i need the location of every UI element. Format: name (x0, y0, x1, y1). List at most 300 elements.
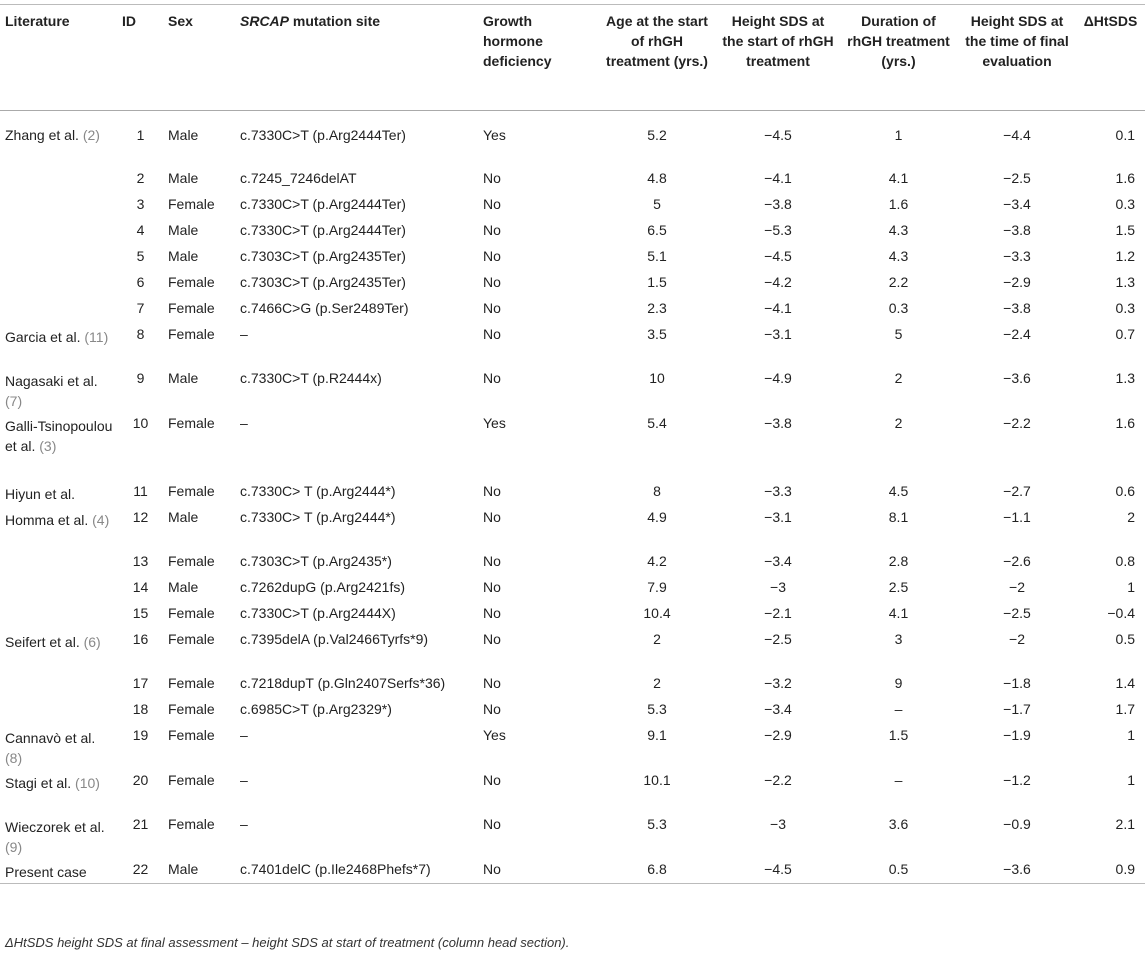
cell-ghd-text: No (483, 273, 501, 290)
cell-duration-text: 2.5 (888, 578, 909, 595)
cell-height-final-text: −2.5 (1003, 604, 1031, 621)
cell-age (596, 271, 717, 297)
cell-duration (838, 813, 958, 858)
cell-ghd-text: No (483, 552, 501, 569)
cell-duration-text: 5 (894, 325, 903, 342)
cell-delta (1075, 297, 1145, 323)
cell-sex-text: Female (168, 273, 215, 290)
cell-ghd (478, 576, 596, 602)
cell-delta-text: 0.3 (1115, 195, 1135, 212)
table-body (0, 111, 1145, 884)
cell-duration (838, 412, 958, 480)
cell-ghd-text: No (483, 482, 501, 499)
cell-height-start (717, 769, 838, 813)
cell-duration-text: 9 (894, 674, 903, 691)
cell-sex-text: Female (168, 815, 215, 832)
cell-age (596, 167, 717, 193)
cell-height-final-text: −0.9 (1003, 815, 1031, 832)
cell-height-final-text: −3.6 (1003, 860, 1031, 877)
cell-duration-text: 0.3 (888, 299, 909, 316)
cell-age-text: 1.5 (647, 273, 667, 290)
cell-mutation (235, 271, 478, 297)
cell-delta-text: 1.6 (1115, 414, 1135, 431)
cell-id (117, 323, 163, 367)
cell-height-start (717, 724, 838, 769)
cell-mutation (235, 412, 478, 480)
cell-height-start-text: −3.1 (764, 325, 792, 342)
cell-mutation-text: c.7466C>G (p.Ser2489Ter) (240, 299, 409, 316)
table-row (0, 219, 1145, 245)
cell-height-final-text: −2.7 (1003, 482, 1031, 499)
cell-mutation (235, 193, 478, 219)
cell-id (117, 602, 163, 628)
cell-mutation-text: c.7262dupG (p.Arg2421fs) (240, 578, 405, 595)
cell-height-final (958, 297, 1075, 323)
cell-age (596, 813, 717, 858)
cell-sex (163, 412, 235, 480)
cell-height-final (958, 245, 1075, 271)
cell-duration (838, 602, 958, 628)
cell-mutation (235, 480, 478, 506)
cell-delta-text: 0.9 (1115, 860, 1135, 877)
cell-height-final-text: −3.6 (1003, 369, 1031, 386)
cell-mutation (235, 111, 478, 167)
cell-id (117, 111, 163, 167)
cell-ghd (478, 698, 596, 724)
cell-age-text: 5.3 (647, 700, 667, 717)
cell-literature (0, 602, 117, 628)
table-footnote: ΔHtSDS height SDS at final assessment – height SDS at start of treatment (column head section). (5, 935, 570, 950)
cell-height-start-text: −4.5 (764, 127, 792, 143)
table-row (0, 576, 1145, 602)
cell-duration-text: 2.8 (888, 552, 909, 569)
cell-literature-text: Hiyun et al. (5, 485, 76, 502)
cell-height-final (958, 323, 1075, 367)
cell-height-final (958, 813, 1075, 858)
reference-link[interactable]: (11) (84, 328, 109, 345)
cell-delta (1075, 367, 1145, 412)
cell-sex (163, 111, 235, 167)
cell-id (117, 858, 163, 884)
cell-delta-text: 1.7 (1115, 700, 1135, 717)
cell-height-final-text: −1.8 (1003, 674, 1031, 691)
cell-height-start-text: −4.1 (764, 299, 792, 316)
table-row (0, 769, 1145, 813)
cell-id-text: 16 (132, 630, 149, 647)
cell-sex (163, 193, 235, 219)
cell-literature-text: Cannavò et al. (5, 729, 96, 746)
cell-mutation (235, 367, 478, 412)
cell-id-text: 10 (132, 414, 149, 431)
table-row (0, 550, 1145, 576)
cell-duration (838, 628, 958, 672)
cell-id (117, 506, 163, 550)
cell-sex (163, 506, 235, 550)
cell-age (596, 193, 717, 219)
cell-duration-text: 4.1 (888, 169, 909, 186)
cell-height-final-text: −1.2 (1003, 771, 1031, 788)
cell-duration-text: 4.1 (888, 604, 909, 621)
header-height-start: Height SDS at the start of rhGH treatment (722, 13, 834, 69)
header-ghd: Growth hormone deficiency (483, 13, 552, 69)
cell-height-final-text: −3.3 (1003, 247, 1031, 264)
cell-sex-text: Female (168, 674, 215, 691)
reference-link[interactable]: (10) (75, 774, 100, 791)
cell-id (117, 193, 163, 219)
cell-sex (163, 367, 235, 412)
cell-height-final (958, 412, 1075, 480)
cell-ghd-text: No (483, 369, 501, 386)
cell-id-text: 19 (132, 726, 149, 743)
cell-literature (0, 576, 117, 602)
cell-ghd-text: No (483, 860, 501, 877)
cell-age-text: 4.2 (647, 552, 667, 569)
cell-age (596, 412, 717, 480)
cell-sex (163, 858, 235, 884)
cell-height-start-text: −2.2 (764, 771, 792, 788)
cell-mutation-text: c.7330C>T (p.Arg2444Ter) (240, 127, 406, 143)
cell-height-final-text: −2.9 (1003, 273, 1031, 290)
cell-id-text: 1 (136, 127, 145, 143)
table-row (0, 672, 1145, 698)
cell-ghd (478, 813, 596, 858)
cell-age-text: 5.2 (647, 127, 667, 143)
cell-height-final-text: −1.7 (1003, 700, 1031, 717)
cell-ghd-text: No (483, 195, 501, 212)
cell-height-start (717, 193, 838, 219)
cell-mutation-text: c.7303C>T (p.Arg2435*) (240, 552, 392, 569)
cell-ghd (478, 193, 596, 219)
cell-literature (0, 724, 117, 769)
cell-literature (0, 858, 117, 884)
cell-id (117, 698, 163, 724)
table-row (0, 297, 1145, 323)
cell-mutation-text: c.7330C>T (p.Arg2444X) (240, 604, 396, 621)
cell-duration-text: 8.1 (888, 508, 909, 525)
cell-mutation (235, 858, 478, 884)
cell-mutation-text: c.7303C>T (p.Arg2435Ter) (240, 273, 406, 290)
cell-mutation (235, 698, 478, 724)
cell-duration-text: 4.3 (888, 221, 909, 238)
reference-link[interactable]: (3) (39, 437, 57, 454)
cell-sex (163, 297, 235, 323)
cell-ghd (478, 111, 596, 167)
cell-id-text: 21 (132, 815, 149, 832)
cell-literature (0, 111, 117, 167)
table-row (0, 480, 1145, 506)
cell-sex (163, 323, 235, 367)
table-row (0, 602, 1145, 628)
cell-height-final (958, 769, 1075, 813)
cell-sex-text: Female (168, 700, 215, 717)
cell-sex (163, 167, 235, 193)
rhgh-treatment-table (0, 4, 1145, 884)
cell-age (596, 111, 717, 167)
cell-height-start-text: −3.4 (764, 700, 792, 717)
header-delta: ΔHtSDS (1083, 13, 1138, 29)
cell-ghd-text: No (483, 700, 501, 717)
cell-height-final (958, 672, 1075, 698)
cell-height-final (958, 193, 1075, 219)
cell-height-final-text: −2 (1009, 630, 1025, 647)
cell-id (117, 813, 163, 858)
cell-duration (838, 271, 958, 297)
reference-link[interactable]: (8) (5, 749, 23, 766)
cell-literature (0, 550, 117, 576)
cell-age-text: 5.1 (647, 247, 667, 264)
cell-sex (163, 219, 235, 245)
cell-delta (1075, 506, 1145, 550)
cell-literature (0, 506, 117, 550)
cell-delta (1075, 602, 1145, 628)
cell-height-start-text: −3.8 (764, 414, 792, 431)
cell-ghd (478, 628, 596, 672)
cell-id-text: 7 (136, 299, 145, 316)
table-row (0, 506, 1145, 550)
cell-id (117, 271, 163, 297)
cell-literature-text: Stagi et al. (5, 774, 72, 791)
table-row (0, 858, 1145, 884)
cell-delta-text: 0.5 (1115, 630, 1135, 647)
cell-age-text: 4.8 (647, 169, 667, 186)
cell-ghd (478, 271, 596, 297)
cell-duration (838, 297, 958, 323)
cell-height-start-text: −3.1 (764, 508, 792, 525)
cell-duration (838, 245, 958, 271)
cell-height-final-text: −3.8 (1003, 221, 1031, 238)
cell-delta (1075, 111, 1145, 167)
cell-duration-text: 3.6 (888, 815, 909, 832)
cell-literature (0, 219, 117, 245)
table-row (0, 323, 1145, 367)
cell-id (117, 219, 163, 245)
cell-id-text: 3 (136, 195, 145, 212)
cell-id (117, 576, 163, 602)
cell-delta (1075, 480, 1145, 506)
cell-height-start-text: −4.9 (764, 369, 792, 386)
cell-height-start-text: −4.1 (764, 169, 792, 186)
cell-ghd (478, 602, 596, 628)
cell-duration-text: 2 (894, 369, 903, 386)
cell-height-start (717, 813, 838, 858)
cell-literature (0, 245, 117, 271)
cell-mutation-text: c.7395delA (p.Val2466Tyrfs*9) (240, 630, 429, 647)
cell-mutation-text: c.7330C>T (p.Arg2444Ter) (240, 221, 406, 238)
cell-duration-text: 4.3 (888, 247, 909, 264)
cell-delta-text: 1 (1127, 726, 1135, 743)
cell-height-final (958, 550, 1075, 576)
cell-id (117, 167, 163, 193)
cell-height-final-text: −2.5 (1003, 169, 1031, 186)
cell-literature-text: Homma et al. (5, 511, 89, 528)
cell-age (596, 367, 717, 412)
cell-delta-text: 1.6 (1115, 169, 1135, 186)
cell-id (117, 724, 163, 769)
cell-id-text: 8 (136, 325, 145, 342)
cell-mutation (235, 297, 478, 323)
cell-literature (0, 628, 117, 672)
cell-sex-text: Male (168, 169, 199, 186)
cell-sex-text: Female (168, 630, 215, 647)
cell-literature (0, 367, 117, 412)
cell-age-text: 3.5 (647, 325, 667, 342)
cell-sex (163, 550, 235, 576)
table-row (0, 698, 1145, 724)
cell-id-text: 5 (136, 247, 145, 264)
cell-height-final-text: −1.1 (1003, 508, 1031, 525)
cell-mutation-text: – (240, 325, 248, 342)
cell-id-text: 4 (136, 221, 145, 238)
cell-mutation (235, 167, 478, 193)
cell-sex-text: Female (168, 414, 215, 431)
cell-duration (838, 323, 958, 367)
cell-ghd-text: No (483, 221, 501, 238)
header-row (0, 5, 1145, 111)
cell-age-text: 5.4 (647, 414, 667, 431)
cell-id-text: 11 (133, 482, 148, 499)
cell-sex-text: Male (168, 221, 199, 238)
cell-age (596, 480, 717, 506)
cell-ghd-text: No (483, 630, 501, 647)
cell-sex (163, 480, 235, 506)
cell-id (117, 550, 163, 576)
cell-age (596, 245, 717, 271)
cell-sex-text: Male (168, 578, 199, 595)
cell-age (596, 602, 717, 628)
cell-delta-text: 1.4 (1115, 674, 1135, 691)
reference-link[interactable]: (9) (5, 838, 23, 855)
cell-id-text: 12 (132, 508, 149, 525)
cell-age-text: 2 (653, 630, 661, 647)
cell-delta (1075, 858, 1145, 884)
cell-age-text: 9.1 (647, 726, 667, 743)
cell-height-start (717, 550, 838, 576)
table-row (0, 724, 1145, 769)
cell-height-final (958, 167, 1075, 193)
reference-link[interactable]: (4) (92, 511, 110, 528)
cell-height-start (717, 602, 838, 628)
cell-height-start (717, 297, 838, 323)
cell-age-text: 8 (653, 482, 661, 499)
cell-sex (163, 628, 235, 672)
cell-duration (838, 167, 958, 193)
cell-literature (0, 769, 117, 813)
cell-sex (163, 769, 235, 813)
cell-duration (838, 111, 958, 167)
cell-duration (838, 506, 958, 550)
cell-delta-text: 1.5 (1115, 221, 1135, 238)
cell-sex-text: Female (168, 726, 215, 743)
cell-delta-text: 1.2 (1115, 247, 1135, 264)
cell-sex-text: Male (168, 247, 199, 264)
cell-delta (1075, 412, 1145, 480)
cell-duration (838, 193, 958, 219)
cell-duration (838, 769, 958, 813)
cell-mutation-text: – (240, 726, 248, 743)
cell-height-start (717, 480, 838, 506)
cell-height-final-text: −3.4 (1003, 195, 1031, 212)
cell-height-start-text: −2.1 (764, 604, 792, 621)
cell-height-start (717, 412, 838, 480)
cell-delta (1075, 167, 1145, 193)
cell-duration (838, 219, 958, 245)
cell-sex (163, 271, 235, 297)
cell-ghd (478, 724, 596, 769)
cell-literature (0, 323, 117, 367)
cell-height-start-text: −4.5 (764, 247, 792, 264)
cell-ghd (478, 297, 596, 323)
cell-mutation-text: c.7303C>T (p.Arg2435Ter) (240, 247, 406, 264)
cell-delta (1075, 219, 1145, 245)
cell-mutation-text: c.7330C>T (p.R2444x) (240, 369, 382, 386)
cell-ghd (478, 323, 596, 367)
cell-age-text: 2 (653, 674, 661, 691)
cell-age-text: 7.9 (647, 578, 667, 595)
cell-ghd-text: No (483, 169, 501, 186)
cell-ghd-text: Yes (483, 726, 506, 743)
cell-height-start-text: −3.2 (764, 674, 792, 691)
cell-id-text: 14 (132, 578, 149, 595)
reference-link[interactable]: (2) (82, 127, 100, 143)
cell-ghd (478, 769, 596, 813)
cell-duration-text: 3 (894, 630, 903, 647)
cell-id (117, 245, 163, 271)
cell-mutation-text: c.7330C> T (p.Arg2444*) (240, 482, 396, 499)
cell-mutation (235, 550, 478, 576)
cell-delta-text: 0.6 (1115, 482, 1135, 499)
cell-id (117, 297, 163, 323)
cell-age-text: 4.9 (647, 508, 667, 525)
cell-sex-text: Female (168, 325, 215, 342)
cell-delta-text: 0.8 (1115, 552, 1135, 569)
cell-mutation (235, 506, 478, 550)
cell-delta-text: 0.1 (1115, 127, 1135, 143)
cell-mutation-text: c.7218dupT (p.Gln2407Serfs*36) (240, 674, 446, 691)
cell-height-start (717, 167, 838, 193)
cell-ghd-text: Yes (483, 127, 506, 143)
cell-height-final-text: −2.4 (1003, 325, 1031, 342)
reference-link[interactable]: (6) (83, 633, 101, 650)
cell-height-start-text: −2.5 (764, 630, 792, 647)
cell-id (117, 412, 163, 480)
cell-height-final (958, 367, 1075, 412)
cell-height-start (717, 245, 838, 271)
cell-delta-text: 0.7 (1115, 325, 1135, 342)
cell-id (117, 367, 163, 412)
table-row (0, 367, 1145, 412)
cell-mutation (235, 219, 478, 245)
cell-ghd-text: No (483, 299, 501, 316)
cell-duration-text: 2.2 (888, 273, 909, 290)
cell-age (596, 698, 717, 724)
cell-height-final (958, 480, 1075, 506)
cell-delta (1075, 576, 1145, 602)
cell-sex-text: Female (168, 482, 215, 499)
cell-height-start (717, 323, 838, 367)
cell-delta (1075, 813, 1145, 858)
cell-duration-text: 1 (894, 127, 903, 143)
cell-delta-text: 0.3 (1115, 299, 1135, 316)
table-row (0, 245, 1145, 271)
reference-link[interactable]: (7) (5, 392, 23, 409)
cell-mutation-text: c.7401delC (p.Ile2468Phefs*7) (240, 860, 431, 877)
cell-height-final-text: −2.2 (1003, 414, 1031, 431)
cell-id-text: 17 (132, 674, 149, 691)
cell-delta-text: 2 (1127, 508, 1135, 525)
cell-height-final-text: −4.4 (1003, 127, 1031, 143)
cell-height-start (717, 367, 838, 412)
cell-height-final (958, 858, 1075, 884)
